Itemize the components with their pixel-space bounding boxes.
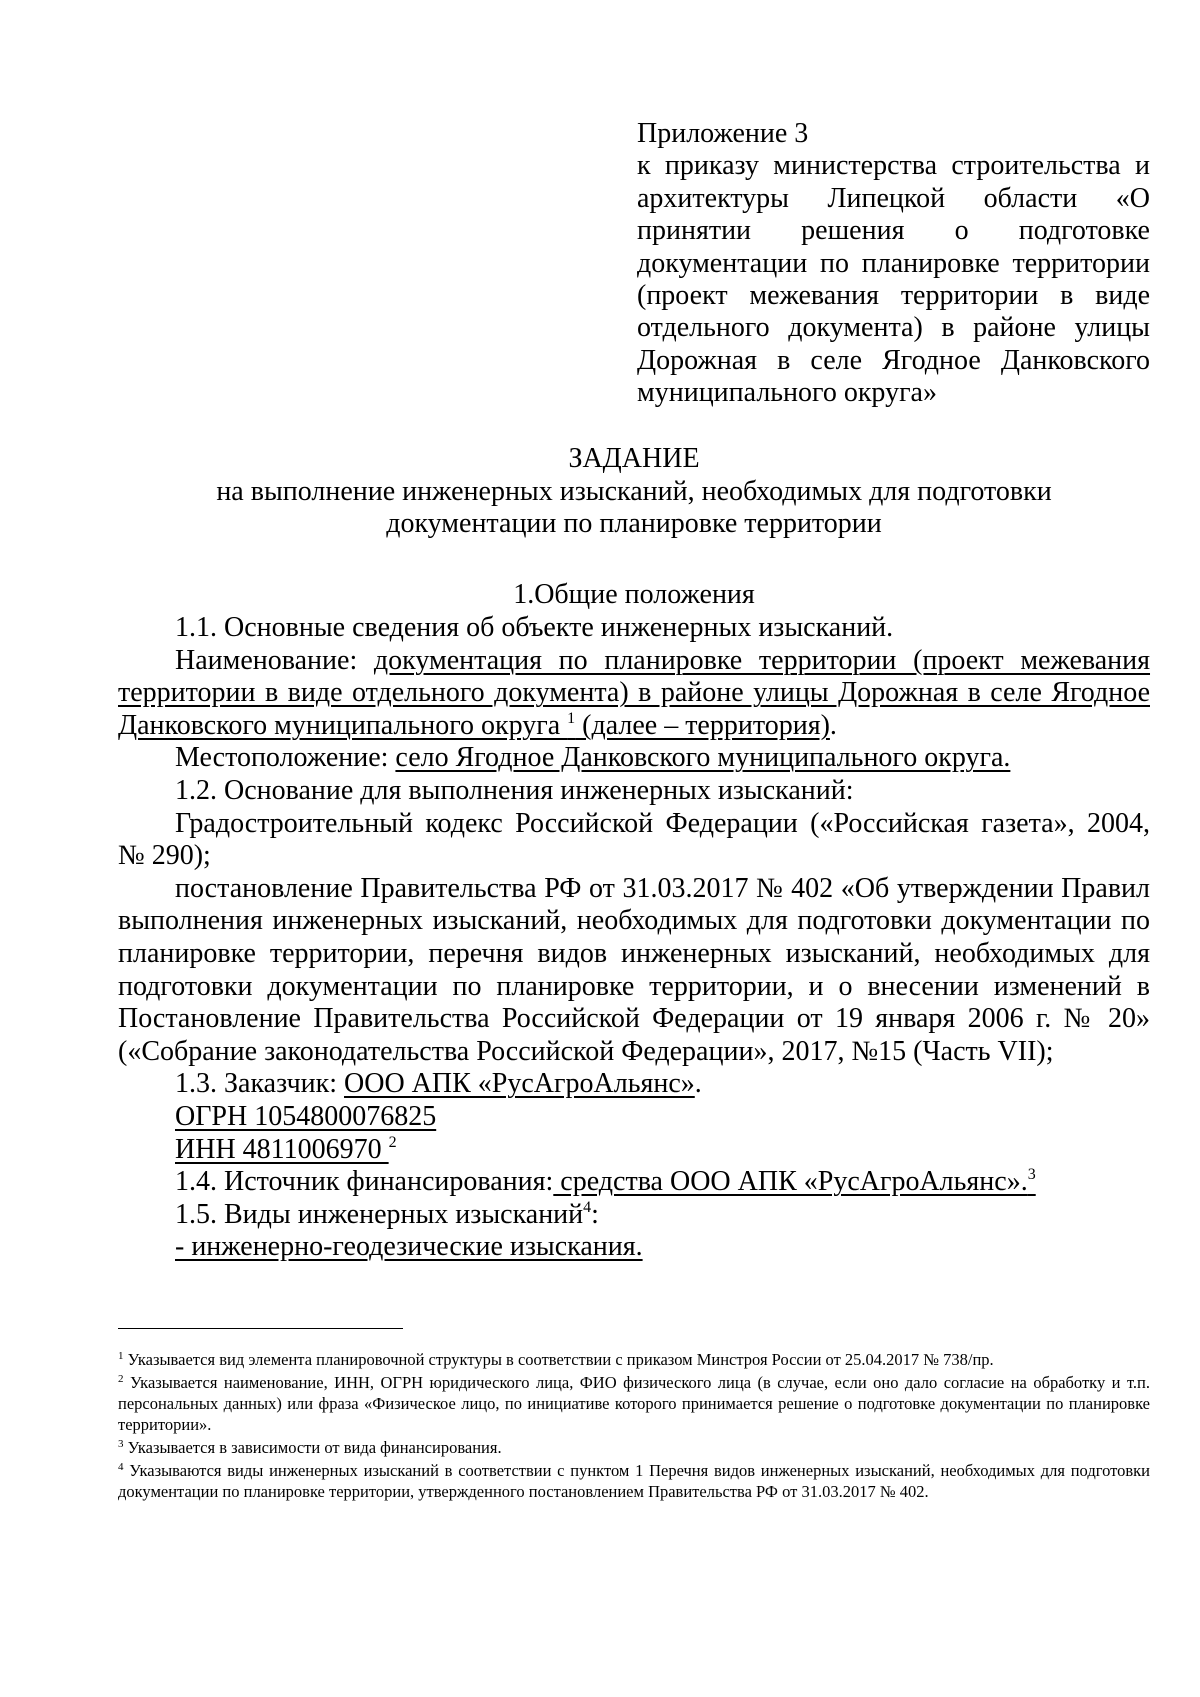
paragraph-name <box>118 645 1150 743</box>
footnote-3-text: Указывается в зависимости от вида финансирования. <box>123 1438 502 1457</box>
footnotes <box>118 1349 1150 1504</box>
appendix-body: к приказу министерства строительства и архитектуры Липецкой области «О принятии решения о подготовке документации по планировке территории (проект межевания территории в виде отдельного документа) в районе улицы Дорожная в селе Ягодное Данковского муниципального округа» <box>637 150 1150 409</box>
survey-item: - инженерно-геодезические изыскания. <box>175 1231 643 1263</box>
document-body <box>118 612 1150 1264</box>
footnote-3 <box>118 1437 1150 1458</box>
footnote-4-text: Указываются виды инженерных изысканий в соответствии с пунктом 1 Перечня видов инженерных изысканий, необходимых для подготовки документации по планировке территории, утвержденного постановлением Правительства РФ от 31.03.2017 № 402. <box>118 1461 1150 1501</box>
paragraph-basis-1: Градостроительный кодекс Российской Федерации («Российская газета», 2004, № 290); <box>118 807 1150 872</box>
footnote-ref-4: 4 <box>583 1198 592 1216</box>
footnote-1-number: 1 <box>118 1350 124 1362</box>
appendix-block <box>637 118 1150 410</box>
paragraph-location <box>118 742 1150 775</box>
document-heading: ЗАДАНИЕ <box>568 443 700 474</box>
footnote-ref-1: 1 <box>567 709 576 727</box>
location-label: Местоположение: <box>175 742 396 774</box>
location-value: село Ягодное Данковского муниципального округа. <box>395 742 1011 774</box>
name-value-text: документация по планировке территории (проект межевания территории в виде отдельного документа) в районе улицы Дорожная в селе Ягодное Данковского муниципального округа <box>118 644 1151 741</box>
footnote-4 <box>118 1460 1150 1502</box>
funding-value-text: средства ООО АПК «РусАгроАльянс». <box>553 1166 1028 1198</box>
paragraph-inn <box>175 1134 1150 1167</box>
name-after-text: (далее – территория) <box>575 709 830 741</box>
footnote-ref-3: 3 <box>1027 1166 1036 1184</box>
footnote-2-number: 2 <box>118 1373 124 1385</box>
paragraph-ogrn <box>175 1101 1150 1134</box>
inn-value: ИНН 4811006970 <box>175 1133 389 1165</box>
paragraph-funding <box>175 1166 1150 1199</box>
paragraph-1-2: 1.2. Основание для выполнения инженерных изысканий: <box>175 774 854 806</box>
paragraph-survey <box>175 1199 1150 1232</box>
title-spacer <box>118 541 1150 579</box>
footnote-1-text: Указывается вид элемента планировочной структуры в соответствии с приказом Минстроя России от 25.04.2017 № 738/пр. <box>123 1350 994 1369</box>
footnote-ref-2: 2 <box>388 1133 397 1151</box>
name-end: . <box>829 709 837 741</box>
footnote-3-number: 3 <box>118 1438 124 1450</box>
appendix-title: Приложение 3 <box>637 118 809 149</box>
footnote-4-number: 4 <box>118 1461 124 1473</box>
paragraph-customer <box>175 1068 1150 1101</box>
section-heading: 1.Общие положения <box>513 578 755 610</box>
customer-end: . <box>694 1068 702 1100</box>
footnote-separator <box>118 1328 403 1329</box>
document-subtitle-line-1: на выполнение инженерных изысканий, необходимых для подготовки <box>216 475 1052 507</box>
document-subtitle-line-2: документации по планировке территории <box>386 508 882 539</box>
ogrn-value: ОГРН 1054800076825 <box>175 1100 437 1132</box>
paragraph-basis-2: постановление Правительства РФ от 31.03.2017 № 402 «Об утверждении Правил выполнения инженерных изысканий, необходимых для подготовки документации по планировке территории, перечня видов инженерных изысканий, необходимых для подготовки документации по планировке территории, и о внесении изменений в Постановление Правительства Российской Федерации от 19 января 2006 г. № 20» («Собрание законодательства Российской Федерации», 2017, №15 (Часть VII); <box>118 872 1150 1067</box>
funding-value <box>553 1166 1035 1197</box>
document-title-block <box>118 443 1150 611</box>
paragraph-survey-item <box>175 1231 1150 1264</box>
footnote-2 <box>118 1372 1150 1435</box>
customer-value: ООО АПК «РусАгроАльянс» <box>344 1068 695 1100</box>
footnote-1 <box>118 1349 1150 1370</box>
customer-label: 1.3. Заказчик: <box>175 1068 345 1100</box>
survey-label: 1.5. Виды инженерных изысканий <box>175 1198 584 1230</box>
footnote-2-text: Указывается наименование, ИНН, ОГРН юридического лица, ФИО физического лица (в случае, если оно дало согласие на обработку и т.п. персональных данных) или фраза «Физическое лицо, по инициативе которого принимается решение о подготовке документации по планировке территории». <box>118 1373 1150 1434</box>
name-label: Наименование: <box>175 644 374 676</box>
funding-label: 1.4. Источник финансирования: <box>175 1166 554 1198</box>
survey-end: : <box>591 1198 599 1230</box>
paragraph-1-1: 1.1. Основные сведения об объекте инженерных изысканий. <box>175 612 894 643</box>
customer-block <box>118 1068 1150 1264</box>
